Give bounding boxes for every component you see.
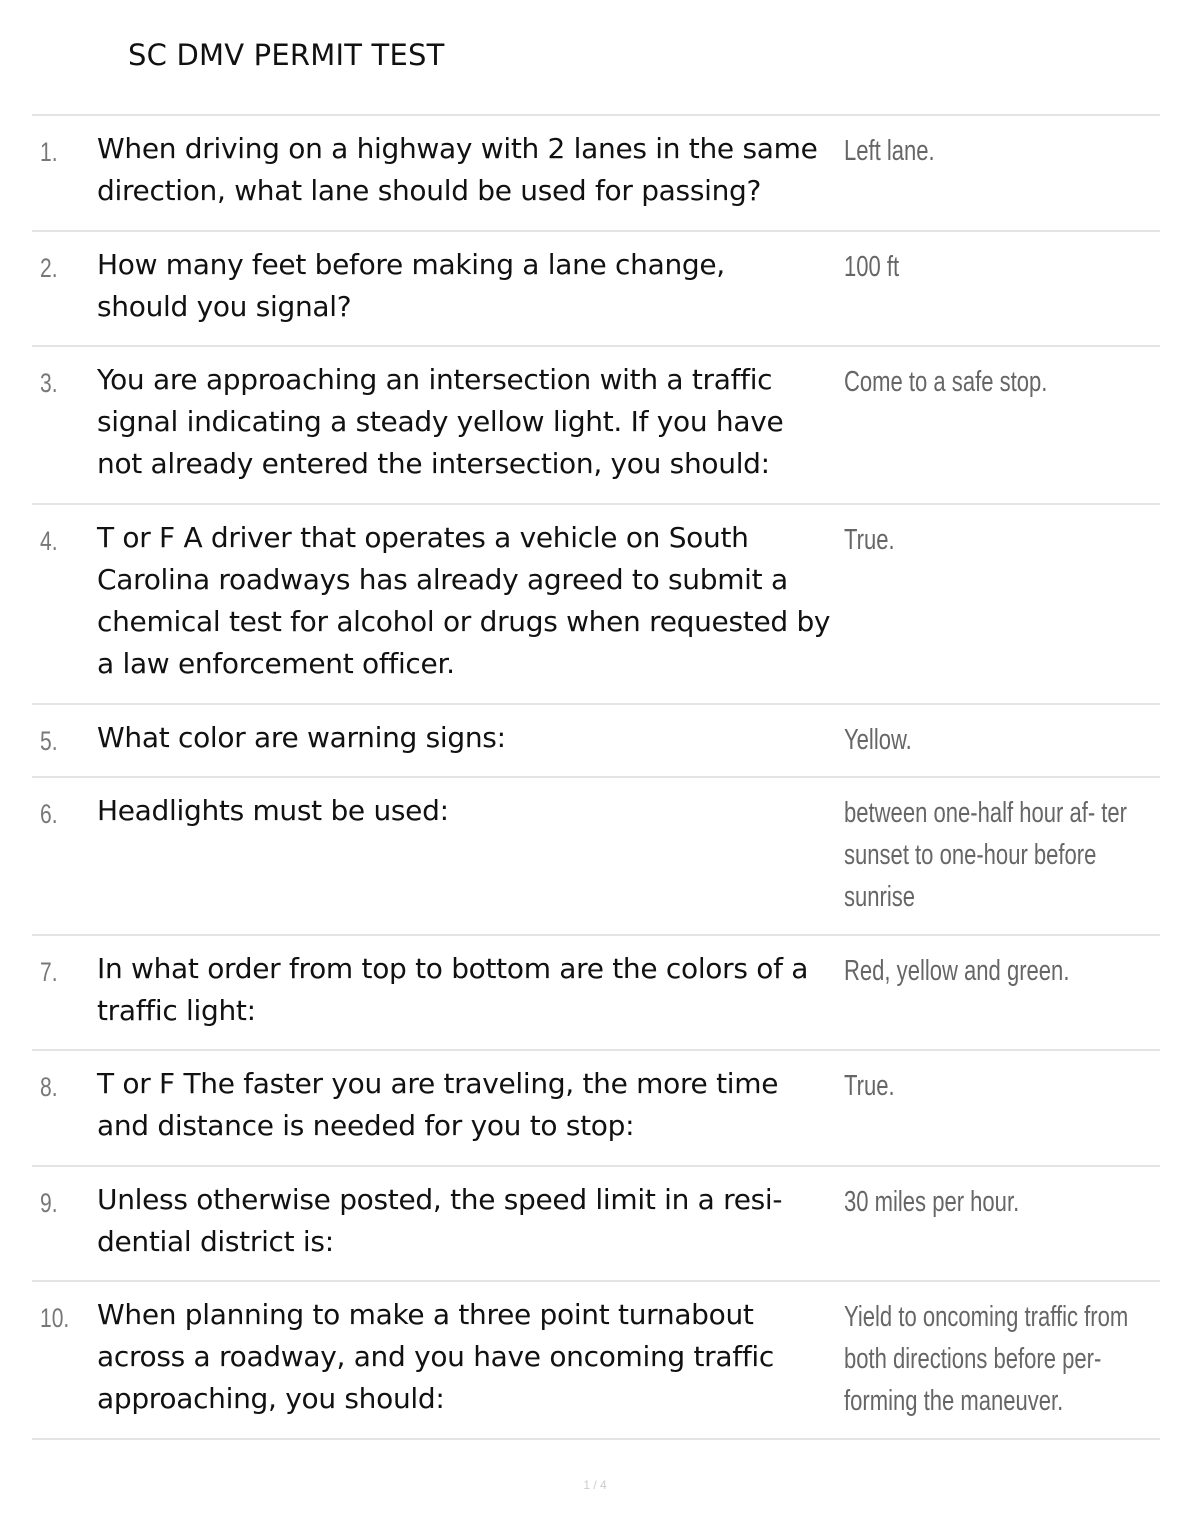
- question-text: T or F The faster you are traveling, the more time and distance is needed for you to stop:: [97, 1067, 779, 1142]
- question-text: In what order from top to bottom are the colors of a traffic light:: [97, 952, 809, 1027]
- answer-text: Yield to oncoming traffic from both directions before per- forming the maneuver.: [844, 1301, 1129, 1417]
- question-text: You are approaching an intersection with a traffic signal indicating a steady yellow light. If you have not already entered the intersection, you should:: [97, 363, 784, 480]
- question-number: 8.: [40, 1072, 58, 1102]
- answer-text: Left lane.: [844, 135, 935, 167]
- answer-text: Red, yellow and green.: [844, 955, 1070, 987]
- question-text: When planning to make a three point turnabout across a roadway, and you have oncoming traffic approaching, you should:: [97, 1298, 774, 1415]
- answer-text: Yellow.: [844, 724, 912, 756]
- answer-text: 100 ft: [844, 251, 900, 283]
- question-row-6: [32, 778, 1160, 936]
- question-number: 7.: [40, 957, 58, 987]
- question-row-1: [32, 116, 1160, 232]
- question-row-8: [32, 1051, 1160, 1167]
- question-row-9: [32, 1167, 1160, 1282]
- answer-text: True.: [844, 1070, 895, 1102]
- question-row-4: [32, 505, 1160, 705]
- question-number: 1.: [40, 137, 58, 167]
- question-number: 3.: [40, 368, 58, 398]
- question-list: [32, 114, 1160, 1440]
- question-text: When driving on a highway with 2 lanes in the same direction, what lane should be used for passing?: [97, 132, 818, 207]
- question-row-2: [32, 232, 1160, 347]
- question-number: 9.: [40, 1188, 58, 1218]
- question-number: 4.: [40, 526, 58, 556]
- question-row-3: [32, 347, 1160, 505]
- answer-text: 30 miles per hour.: [844, 1186, 1020, 1218]
- question-number: 5.: [40, 726, 58, 756]
- question-row-10: [32, 1282, 1160, 1440]
- page-title: SC DMV PERMIT TEST: [128, 38, 445, 72]
- question-text: How many feet before making a lane change, should you signal?: [97, 248, 725, 323]
- question-text: Headlights must be used:: [97, 794, 449, 827]
- question-number: 6.: [40, 799, 58, 829]
- question-row-5: [32, 705, 1160, 778]
- question-text: What color are warning signs:: [97, 721, 506, 754]
- question-text: Unless otherwise posted, the speed limit in a resi- dential district is:: [97, 1183, 783, 1258]
- question-number: 10.: [40, 1303, 70, 1333]
- question-text: T or F A driver that operates a vehicle on South Carolina roadways has already agreed to submit a chemical test for alcohol or drugs when requested by a law enforcement officer.: [97, 521, 831, 680]
- answer-text: between one-half hour af- ter sunset to one-hour before sunrise: [844, 797, 1128, 913]
- question-number: 2.: [40, 253, 58, 283]
- answer-text: Come to a safe stop.: [844, 366, 1048, 398]
- question-row-7: [32, 936, 1160, 1051]
- answer-text: True.: [844, 524, 895, 556]
- page-number: 1 / 4: [583, 1478, 607, 1492]
